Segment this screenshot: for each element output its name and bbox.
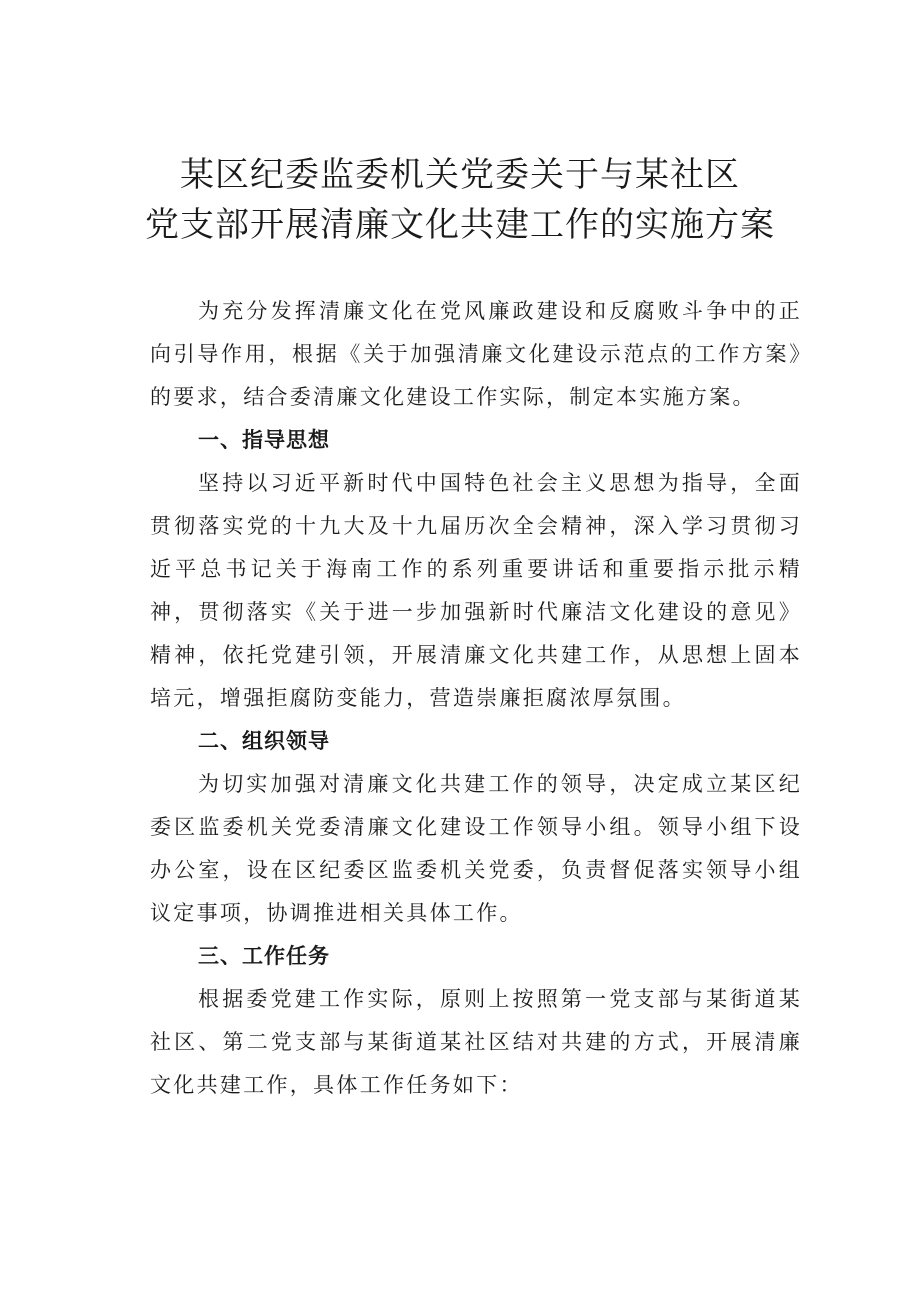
title-line-2: 党支部开展清廉文化共建工作的实施方案 [145, 205, 775, 245]
section-heading-tasks: 三、工作任务 [198, 944, 330, 968]
document-body [150, 290, 802, 1107]
section-heading-organization: 二、组织领导 [198, 729, 330, 753]
section-heading-guiding-ideology: 一、指导思想 [198, 428, 330, 452]
section-body-guiding-ideology: 坚持以习近平新时代中国特色社会主义思想为指导，全面贯彻落实党的十九大及十九届历次全会精神，深入学习贯彻习近平总书记关于海南工作的系列重要讲话和重要指示批示精神，贯彻落实《关于进一步加强新时代廉洁文化建设的意见》精神，依托党建引领，开展清廉文化共建工作，从思想上固本培元，增强拒腐防变能力，营造崇廉拒腐浓厚氛围。 [150, 471, 802, 710]
section-body-organization: 为切实加强对清廉文化共建工作的领导，决定成立某区纪委区监委机关党委清廉文化建设工作领导小组。领导小组下设办公室，设在区纪委区监委机关党委，负责督促落实领导小组议定事项，协调推进相关具体工作。 [150, 772, 802, 925]
document-title [0, 150, 920, 250]
section-body-tasks: 根据委党建工作实际，原则上按照第一党支部与某街道某社区、第二党支部与某街道某社区结对共建的方式，开展清廉文化共建工作，具体工作任务如下： [150, 987, 802, 1097]
title-line-1: 某区纪委监委机关党委关于与某社区 [180, 155, 740, 195]
intro-paragraph: 为充分发挥清廉文化在党风廉政建设和反腐败斗争中的正向引导作用，根据《关于加强清廉文化建设示范点的工作方案》的要求，结合委清廉文化建设工作实际，制定本实施方案。 [150, 299, 802, 409]
